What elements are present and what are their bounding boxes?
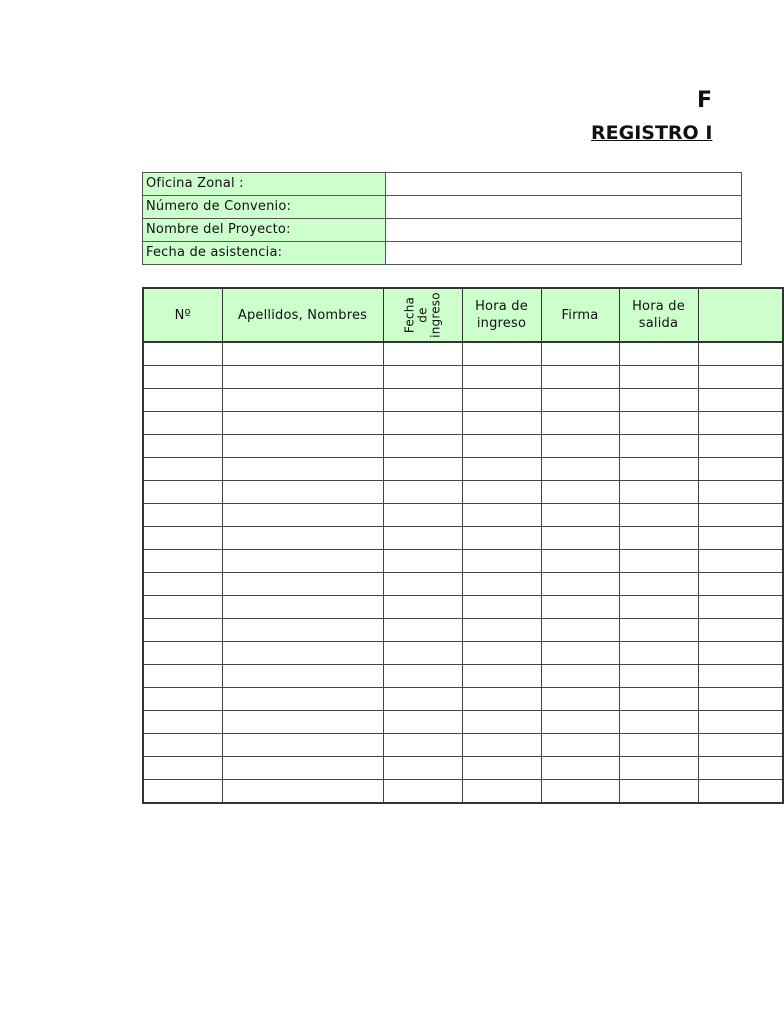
oficina-zonal-label: Oficina Zonal : xyxy=(143,173,386,196)
signature-cell[interactable] xyxy=(541,412,619,435)
exit-time-cell[interactable] xyxy=(619,458,698,481)
exit-time-cell[interactable] xyxy=(619,527,698,550)
extra-cell[interactable] xyxy=(698,734,783,757)
extra-cell[interactable] xyxy=(698,757,783,780)
entry-time-cell[interactable] xyxy=(462,688,541,711)
num-cell[interactable] xyxy=(143,734,222,757)
signature-cell[interactable] xyxy=(541,665,619,688)
num-cell[interactable] xyxy=(143,504,222,527)
header-exit-time: Hora de salida xyxy=(619,288,698,342)
exit-time-cell[interactable] xyxy=(619,734,698,757)
header-extra xyxy=(698,288,783,342)
names-cell[interactable] xyxy=(222,481,383,504)
signature-cell[interactable] xyxy=(541,389,619,412)
entry-time-cell[interactable] xyxy=(462,389,541,412)
num-cell[interactable] xyxy=(143,711,222,734)
extra-cell[interactable] xyxy=(698,642,783,665)
attendance-rows xyxy=(143,342,783,803)
signature-cell[interactable] xyxy=(541,527,619,550)
entry-time-cell[interactable] xyxy=(462,435,541,458)
signature-cell[interactable] xyxy=(541,780,619,804)
entry-date-cell[interactable] xyxy=(383,550,462,573)
info-table xyxy=(142,172,742,265)
header-entry-time: Hora de ingreso xyxy=(462,288,541,342)
signature-cell[interactable] xyxy=(541,550,619,573)
extra-cell[interactable] xyxy=(698,412,783,435)
table-row xyxy=(143,342,783,366)
table-row xyxy=(143,573,783,596)
extra-cell[interactable] xyxy=(698,504,783,527)
exit-time-cell[interactable] xyxy=(619,412,698,435)
num-cell[interactable] xyxy=(143,389,222,412)
table-row xyxy=(143,642,783,665)
signature-cell[interactable] xyxy=(541,619,619,642)
names-cell[interactable] xyxy=(222,366,383,389)
num-cell[interactable] xyxy=(143,527,222,550)
num-cell[interactable] xyxy=(143,458,222,481)
exit-time-cell[interactable] xyxy=(619,711,698,734)
names-cell[interactable] xyxy=(222,711,383,734)
nombre-proyecto-field[interactable] xyxy=(386,219,742,242)
exit-time-cell[interactable] xyxy=(619,342,698,366)
extra-cell[interactable] xyxy=(698,665,783,688)
num-cell[interactable] xyxy=(143,342,222,366)
names-cell[interactable] xyxy=(222,504,383,527)
header-entry-date-wrap xyxy=(384,289,462,341)
info-row-fecha xyxy=(143,242,742,265)
exit-time-cell[interactable] xyxy=(619,688,698,711)
entry-time-cell[interactable] xyxy=(462,573,541,596)
names-cell[interactable] xyxy=(222,389,383,412)
exit-time-cell[interactable] xyxy=(619,780,698,804)
entry-time-cell[interactable] xyxy=(462,711,541,734)
signature-cell[interactable] xyxy=(541,458,619,481)
exit-time-cell[interactable] xyxy=(619,481,698,504)
attendance-table xyxy=(142,287,784,804)
entry-time-cell[interactable] xyxy=(462,458,541,481)
entry-time-cell[interactable] xyxy=(462,412,541,435)
num-cell[interactable] xyxy=(143,435,222,458)
extra-cell[interactable] xyxy=(698,550,783,573)
table-row xyxy=(143,711,783,734)
entry-date-cell[interactable] xyxy=(383,711,462,734)
entry-date-cell[interactable] xyxy=(383,734,462,757)
signature-cell[interactable] xyxy=(541,573,619,596)
entry-date-cell[interactable] xyxy=(383,412,462,435)
entry-time-cell[interactable] xyxy=(462,504,541,527)
entry-date-cell[interactable] xyxy=(383,757,462,780)
names-cell[interactable] xyxy=(222,550,383,573)
names-cell[interactable] xyxy=(222,527,383,550)
entry-time-cell[interactable] xyxy=(462,342,541,366)
entry-time-cell[interactable] xyxy=(462,481,541,504)
table-row xyxy=(143,389,783,412)
num-cell[interactable] xyxy=(143,573,222,596)
table-row xyxy=(143,734,783,757)
names-cell[interactable] xyxy=(222,780,383,804)
info-row-convenio xyxy=(143,196,742,219)
entry-date-cell[interactable] xyxy=(383,435,462,458)
extra-cell[interactable] xyxy=(698,389,783,412)
entry-date-cell[interactable] xyxy=(383,688,462,711)
table-row xyxy=(143,504,783,527)
entry-date-cell[interactable] xyxy=(383,481,462,504)
names-cell[interactable] xyxy=(222,573,383,596)
exit-time-cell[interactable] xyxy=(619,435,698,458)
names-cell[interactable] xyxy=(222,412,383,435)
extra-cell[interactable] xyxy=(698,481,783,504)
exit-time-cell[interactable] xyxy=(619,389,698,412)
extra-cell[interactable] xyxy=(698,619,783,642)
table-row xyxy=(143,596,783,619)
page-subtitle: REGISTRO I xyxy=(591,122,713,144)
signature-cell[interactable] xyxy=(541,342,619,366)
table-row xyxy=(143,665,783,688)
entry-date-cell[interactable] xyxy=(383,504,462,527)
exit-time-cell[interactable] xyxy=(619,573,698,596)
names-cell[interactable] xyxy=(222,642,383,665)
signature-cell[interactable] xyxy=(541,642,619,665)
header-entry-date xyxy=(383,288,462,342)
page-title: F xyxy=(697,88,713,113)
signature-cell[interactable] xyxy=(541,688,619,711)
num-cell[interactable] xyxy=(143,550,222,573)
entry-date-cell[interactable] xyxy=(383,342,462,366)
num-cell[interactable] xyxy=(143,596,222,619)
entry-time-cell[interactable] xyxy=(462,550,541,573)
fecha-asistencia-label: Fecha de asistencia: xyxy=(143,242,386,265)
signature-cell[interactable] xyxy=(541,366,619,389)
num-cell[interactable] xyxy=(143,688,222,711)
extra-cell[interactable] xyxy=(698,688,783,711)
exit-time-cell[interactable] xyxy=(619,366,698,389)
table-row xyxy=(143,688,783,711)
num-cell[interactable] xyxy=(143,412,222,435)
info-row-oficina xyxy=(143,173,742,196)
entry-time-cell[interactable] xyxy=(462,780,541,804)
entry-time-cell[interactable] xyxy=(462,734,541,757)
exit-time-cell[interactable] xyxy=(619,619,698,642)
signature-cell[interactable] xyxy=(541,435,619,458)
entry-date-cell[interactable] xyxy=(383,596,462,619)
extra-cell[interactable] xyxy=(698,366,783,389)
extra-cell[interactable] xyxy=(698,435,783,458)
names-cell[interactable] xyxy=(222,665,383,688)
num-cell[interactable] xyxy=(143,366,222,389)
fecha-asistencia-field[interactable] xyxy=(386,242,742,265)
num-cell[interactable] xyxy=(143,481,222,504)
header-num: Nº xyxy=(143,288,222,342)
entry-time-cell[interactable] xyxy=(462,366,541,389)
signature-cell[interactable] xyxy=(541,711,619,734)
header-names: Apellidos, Nombres xyxy=(222,288,383,342)
entry-time-cell[interactable] xyxy=(462,619,541,642)
entry-date-cell[interactable] xyxy=(383,458,462,481)
entry-date-cell[interactable] xyxy=(383,573,462,596)
table-row xyxy=(143,458,783,481)
num-cell[interactable] xyxy=(143,642,222,665)
exit-time-cell[interactable] xyxy=(619,596,698,619)
entry-time-cell[interactable] xyxy=(462,665,541,688)
table-row xyxy=(143,757,783,780)
table-row xyxy=(143,780,783,804)
numero-convenio-field[interactable] xyxy=(386,196,742,219)
header-entry-date-text: Fecha de ingreso xyxy=(402,292,442,338)
num-cell[interactable] xyxy=(143,757,222,780)
entry-date-cell[interactable] xyxy=(383,389,462,412)
extra-cell[interactable] xyxy=(698,596,783,619)
table-row xyxy=(143,435,783,458)
signature-cell[interactable] xyxy=(541,504,619,527)
table-row xyxy=(143,550,783,573)
signature-cell[interactable] xyxy=(541,757,619,780)
numero-convenio-label: Número de Convenio: xyxy=(143,196,386,219)
info-row-proyecto xyxy=(143,219,742,242)
table-row xyxy=(143,619,783,642)
names-cell[interactable] xyxy=(222,734,383,757)
extra-cell[interactable] xyxy=(698,527,783,550)
extra-cell[interactable] xyxy=(698,711,783,734)
oficina-zonal-field[interactable] xyxy=(386,173,742,196)
header-row xyxy=(143,288,783,342)
entry-time-cell[interactable] xyxy=(462,757,541,780)
extra-cell[interactable] xyxy=(698,780,783,804)
header-signature: Firma xyxy=(541,288,619,342)
extra-cell[interactable] xyxy=(698,458,783,481)
names-cell[interactable] xyxy=(222,757,383,780)
signature-cell[interactable] xyxy=(541,596,619,619)
table-row xyxy=(143,481,783,504)
table-row xyxy=(143,412,783,435)
extra-cell[interactable] xyxy=(698,573,783,596)
names-cell[interactable] xyxy=(222,458,383,481)
table-row xyxy=(143,366,783,389)
table-row xyxy=(143,527,783,550)
exit-time-cell[interactable] xyxy=(619,642,698,665)
names-cell[interactable] xyxy=(222,342,383,366)
exit-time-cell[interactable] xyxy=(619,550,698,573)
entry-time-cell[interactable] xyxy=(462,596,541,619)
exit-time-cell[interactable] xyxy=(619,757,698,780)
exit-time-cell[interactable] xyxy=(619,665,698,688)
signature-cell[interactable] xyxy=(541,481,619,504)
nombre-proyecto-label: Nombre del Proyecto: xyxy=(143,219,386,242)
names-cell[interactable] xyxy=(222,619,383,642)
entry-time-cell[interactable] xyxy=(462,642,541,665)
entry-date-cell[interactable] xyxy=(383,527,462,550)
names-cell[interactable] xyxy=(222,435,383,458)
entry-date-cell[interactable] xyxy=(383,642,462,665)
names-cell[interactable] xyxy=(222,596,383,619)
signature-cell[interactable] xyxy=(541,734,619,757)
entry-date-cell[interactable] xyxy=(383,780,462,804)
entry-date-cell[interactable] xyxy=(383,665,462,688)
entry-date-cell[interactable] xyxy=(383,366,462,389)
num-cell[interactable] xyxy=(143,665,222,688)
entry-date-cell[interactable] xyxy=(383,619,462,642)
exit-time-cell[interactable] xyxy=(619,504,698,527)
names-cell[interactable] xyxy=(222,688,383,711)
num-cell[interactable] xyxy=(143,619,222,642)
extra-cell[interactable] xyxy=(698,342,783,366)
num-cell[interactable] xyxy=(143,780,222,804)
entry-time-cell[interactable] xyxy=(462,527,541,550)
